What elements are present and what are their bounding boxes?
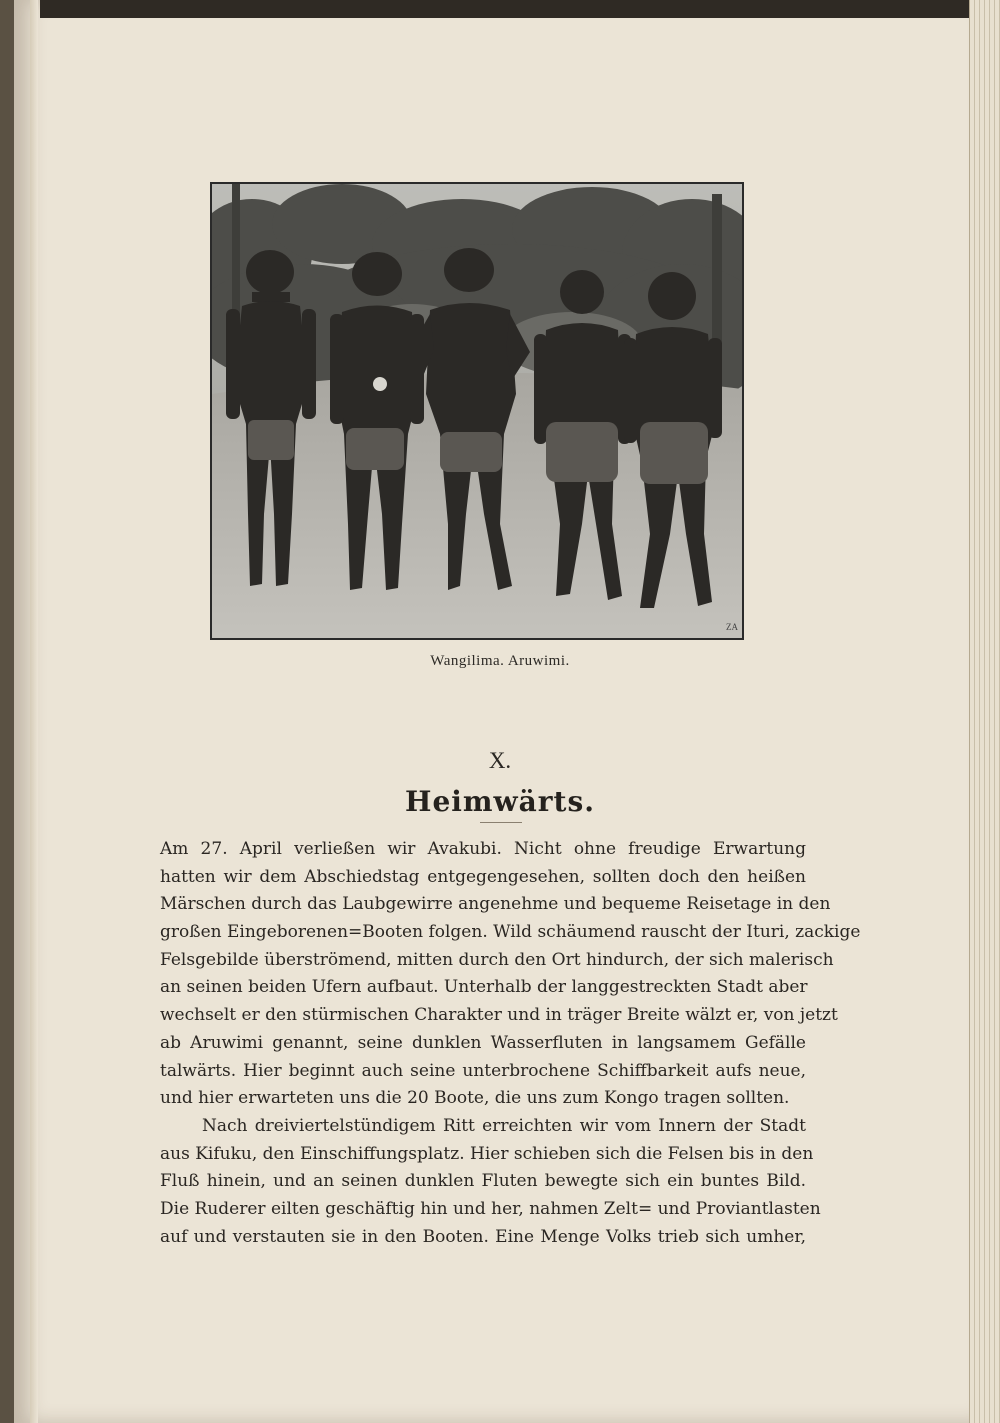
- chapter-title: Heimwärts.: [405, 785, 595, 818]
- text-line: ab Aruwimi genannt, seine dunklen Wasserfluten in langsamem Gefälle: [160, 1032, 806, 1053]
- text-line: Märschen durch das Laubgewirre angenehme und bequeme Reisetage in den: [160, 894, 831, 915]
- body-text: [160, 836, 861, 1251]
- text-line: aus Kifuku, den Einschiffungsplatz. Hier schieben sich die Felsen bis in den: [160, 1143, 814, 1164]
- text-line: hatten wir dem Abschiedstag entgegengesehen, sollten doch den heißen: [160, 866, 806, 887]
- text-line: Die Ruderer eilten geschäftig hin und her, nahmen Zelt= und Proviantlasten: [160, 1198, 821, 1219]
- title-rule: [480, 822, 522, 823]
- group-photograph: [212, 184, 742, 638]
- text-line: talwärts. Hier beginnt auch seine unterbrochene Schiffbarkeit aufs neue,: [160, 1060, 806, 1081]
- text-line: an seinen beiden Ufern aufbaut. Unterhalb der langgestreckten Stadt aber: [160, 977, 808, 998]
- paragraph: [160, 836, 861, 1113]
- text-line: auf und verstauten sie in den Booten. Eine Menge Volks trieb sich umher,: [160, 1226, 806, 1247]
- paragraph: [160, 1113, 821, 1251]
- text-line: Am 27. April verließen wir Avakubi. Nicht ohne freudige Erwartung: [160, 839, 806, 859]
- chapter-number: X.: [488, 748, 512, 773]
- photo-plate: [210, 182, 744, 640]
- page-stack-edge: [969, 0, 1000, 1423]
- text-line: wechselt er den stürmischen Charakter und in träger Breite wälzt er, von jetzt: [160, 1005, 838, 1026]
- text-line: Felsgebilde überströmend, mitten durch den Ort hindurch, der sich malerisch: [160, 949, 834, 970]
- text-line: großen Eingeborenen=Booten folgen. Wild schäumend rauscht der Ituri, zackige: [160, 922, 861, 943]
- plate-caption: Wangilima. Aruwimi.: [430, 653, 570, 669]
- page-gutter: [30, 0, 38, 1423]
- text-line: Fluß hinein, und an seinen dunklen Fluten bewegte sich ein buntes Bild.: [160, 1171, 806, 1192]
- plate-signature: ZA: [726, 622, 738, 632]
- text-line: und hier erwarteten uns die 20 Boote, die uns zum Kongo tragen sollten.: [160, 1088, 790, 1109]
- text-line: Nach dreiviertelstündigem Ritt erreichten wir vom Innern der Stadt: [202, 1115, 806, 1136]
- book-top-edge: [40, 0, 980, 18]
